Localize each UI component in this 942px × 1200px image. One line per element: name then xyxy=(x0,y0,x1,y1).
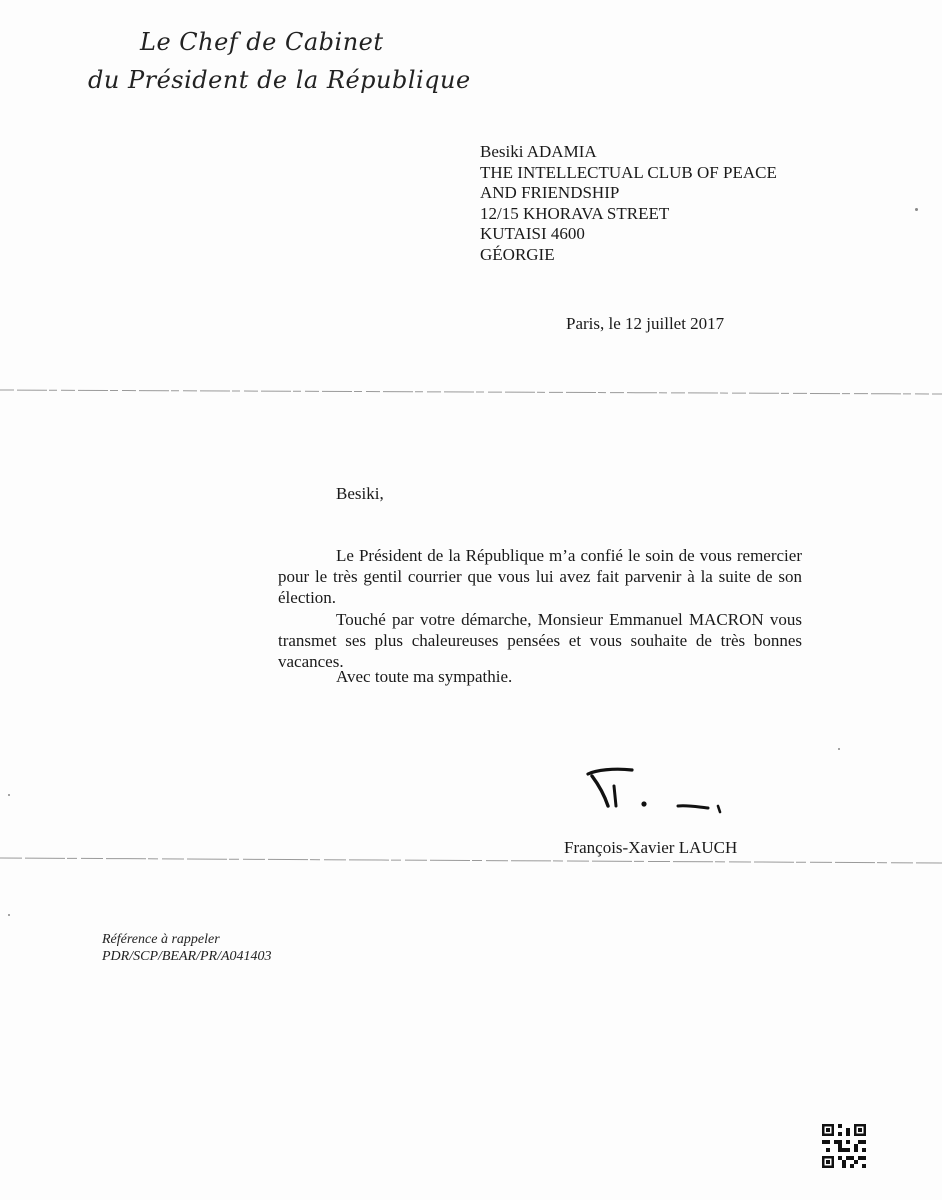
recipient-street: 12/15 KHORAVA STREET xyxy=(480,203,670,223)
letterhead-subtitle: du Président de la République xyxy=(88,66,471,94)
body-paragraph-1: Le Président de la République m’a confié le soin de vous remercier pour le très gentil courrier que vous lui avez fait parvenir à la suite de son élection. xyxy=(278,546,802,607)
paper-speck xyxy=(8,914,10,916)
body-paragraph-2: Touché par votre démarche, Monsieur Emmanuel MACRON vous transmet ses plus chaleureuses pensées et vous souhaite de très bonnes vacances. xyxy=(278,610,802,671)
closing-line: Avec toute ma sympathie. xyxy=(336,667,513,686)
recipient-name: Besiki ADAMIA xyxy=(480,142,597,161)
salutation: Besiki, xyxy=(336,484,384,503)
reference-code: PDR/SCP/BEAR/PR/A041403 xyxy=(102,949,272,964)
signer-name: François-Xavier LAUCH xyxy=(564,838,738,857)
letterhead xyxy=(88,28,471,108)
paper-speck xyxy=(838,748,840,750)
recipient-country: GÉORGIE xyxy=(480,244,555,264)
qr-code xyxy=(822,1124,866,1168)
recipient-org-line2: AND FRIENDSHIP xyxy=(480,183,620,202)
reference-block xyxy=(102,931,272,965)
letter-date: Paris, le 12 juillet 2017 xyxy=(566,314,725,333)
recipient-org-line1: THE INTELLECTUAL CLUB OF PEACE xyxy=(480,162,777,182)
letterhead-title: Le Chef de Cabinet xyxy=(140,28,384,56)
reference-label: Référence à rappeler xyxy=(102,932,220,947)
handwritten-signature xyxy=(584,762,734,822)
recipient-address xyxy=(480,142,777,265)
paper-speck xyxy=(915,208,918,211)
paper-speck xyxy=(8,794,10,796)
fold-line-top xyxy=(0,388,942,389)
fold-line-bottom xyxy=(0,856,942,857)
recipient-city: KUTAISI 4600 xyxy=(480,224,585,243)
